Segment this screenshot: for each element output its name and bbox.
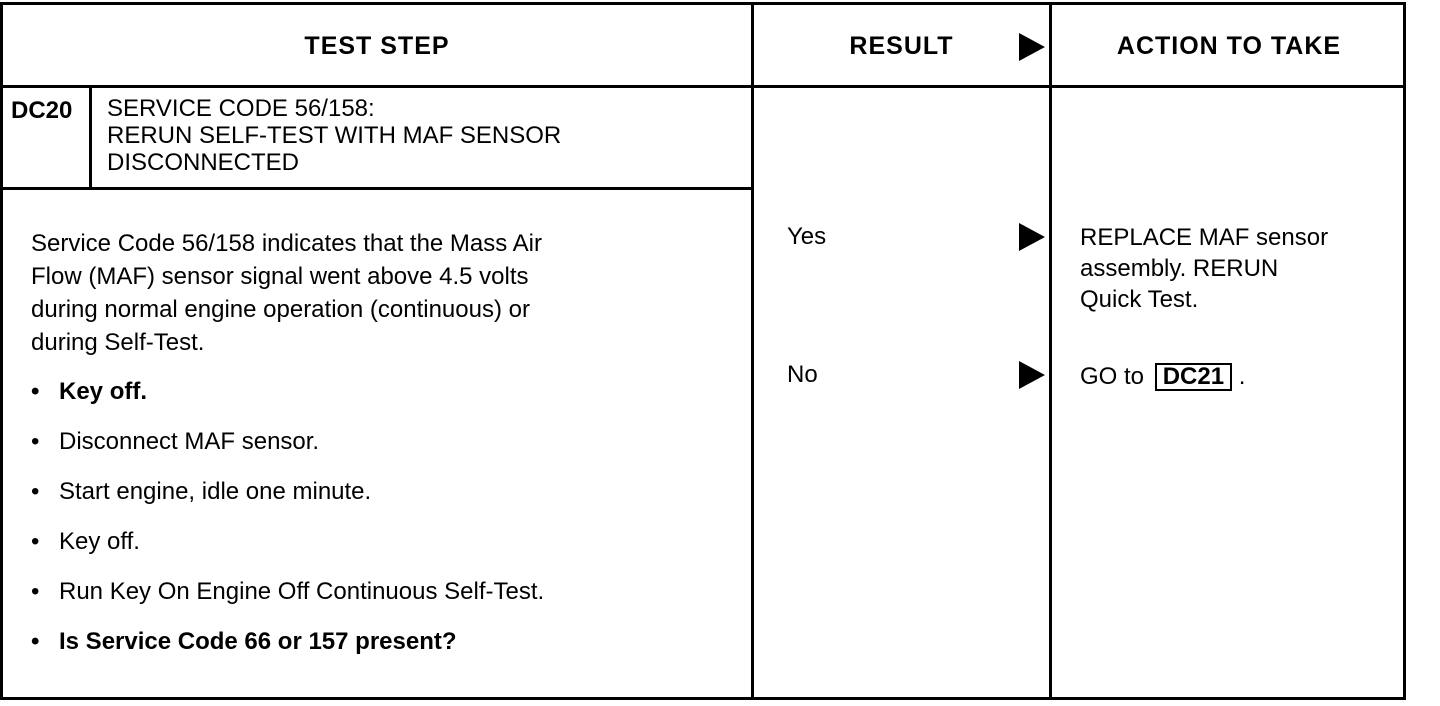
- result-no: No: [787, 361, 818, 388]
- header-action: ACTION TO TAKE: [1116, 31, 1342, 60]
- list-item-text: Is Service Code 66 or 157 present?: [59, 628, 457, 655]
- step-title-line: RERUN SELF-TEST WITH MAF SENSOR: [107, 122, 562, 149]
- header-test-step: TEST STEP: [304, 31, 450, 60]
- procedure-list: [31, 377, 544, 677]
- step-reference-link[interactable]: DC21: [1155, 363, 1232, 391]
- step-title-line: SERVICE CODE 56/158:: [107, 95, 375, 122]
- action-line: assembly. RERUN: [1080, 255, 1279, 282]
- action-no: [1080, 361, 1245, 392]
- action-prefix: GO to: [1080, 363, 1145, 390]
- list-item: [31, 477, 544, 527]
- action-suffix: .: [1238, 363, 1246, 390]
- result-no-arrow-icon: [1019, 361, 1045, 389]
- result-yes-arrow-icon: [1019, 223, 1045, 251]
- bullet-icon: •: [31, 478, 40, 505]
- bullet-icon: •: [31, 378, 40, 405]
- list-item: [31, 577, 544, 627]
- description-line: during normal engine operation (continuous) or: [31, 296, 530, 323]
- step-title-line: DISCONNECTED: [107, 149, 300, 176]
- list-item-text: Key off.: [59, 528, 140, 555]
- list-item-text: Start engine, idle one minute.: [59, 478, 372, 505]
- list-item: [31, 427, 544, 477]
- list-item: [31, 527, 544, 577]
- column-divider-result: [751, 5, 754, 697]
- step-title: [107, 95, 561, 176]
- test-step-table: [0, 2, 1406, 700]
- bullet-icon: •: [31, 628, 40, 655]
- action-yes: [1080, 222, 1328, 315]
- list-item: [31, 377, 544, 427]
- list-item-text: Key off.: [59, 378, 148, 405]
- action-line: Quick Test.: [1080, 286, 1199, 313]
- step-title-divider: [3, 187, 751, 190]
- bullet-icon: •: [31, 428, 40, 455]
- description-line: Service Code 56/158 indicates that the Mass Air: [31, 230, 542, 257]
- list-item-text: Run Key On Engine Off Continuous Self-Test.: [59, 578, 545, 605]
- step-description: [31, 227, 731, 359]
- header-arrow-icon: [1019, 33, 1045, 61]
- header-result: RESULT: [849, 31, 954, 60]
- step-code: DC20: [11, 97, 73, 124]
- list-item: [31, 627, 544, 677]
- code-cell-divider: [89, 85, 92, 189]
- description-line: during Self-Test.: [31, 329, 205, 356]
- action-line: REPLACE MAF sensor: [1080, 224, 1329, 251]
- description-line: Flow (MAF) sensor signal went above 4.5 volts: [31, 263, 529, 290]
- bullet-icon: •: [31, 578, 40, 605]
- column-divider-action: [1049, 5, 1052, 697]
- list-item-text: Disconnect MAF sensor.: [59, 428, 320, 455]
- bullet-icon: •: [31, 528, 40, 555]
- result-yes: Yes: [787, 223, 827, 250]
